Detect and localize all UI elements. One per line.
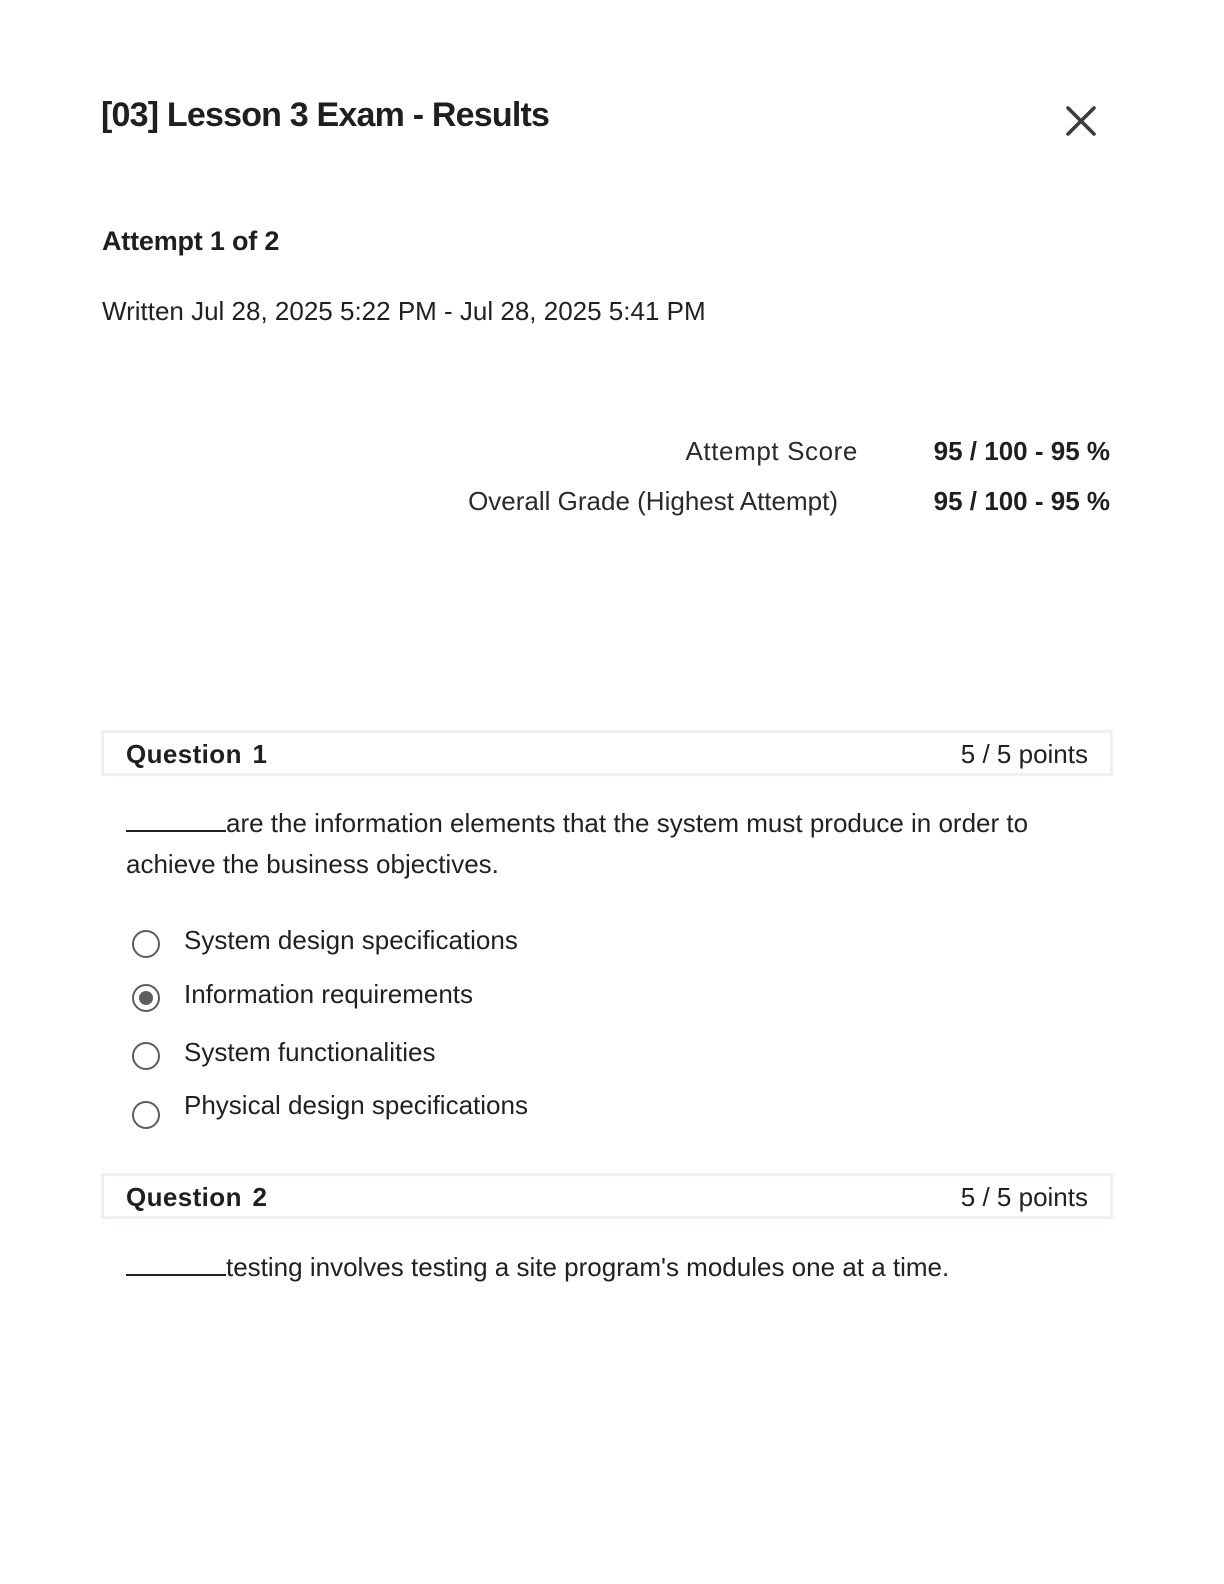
close-button[interactable] — [1058, 98, 1104, 144]
option-item[interactable] — [132, 976, 528, 1034]
radio-button[interactable] — [132, 1042, 160, 1070]
answer-blank — [126, 1252, 226, 1276]
question-1-title: Question 1 — [126, 739, 268, 769]
written-timestamp: Written Jul 28, 2025 5:22 PM - Jul 28, 2025 5:41 PM — [102, 296, 706, 326]
overall-grade-label: Overall Grade (Highest Attempt) — [468, 486, 838, 516]
question-1-options — [132, 922, 528, 1141]
question-1-points: 5 / 5 points — [960, 739, 1088, 769]
radio-button[interactable] — [132, 1101, 160, 1129]
radio-button[interactable] — [132, 930, 160, 958]
question-2-header — [101, 1173, 1113, 1219]
question-2-title: Question 2 — [126, 1182, 268, 1212]
option-label: Information requirements — [184, 979, 474, 1009]
option-item[interactable] — [132, 922, 528, 976]
question-2-points: 5 / 5 points — [960, 1182, 1088, 1212]
option-label: System design specifications — [184, 925, 518, 955]
answer-blank — [126, 808, 226, 832]
attempt-score-value: 95 / 100 - 95 % — [933, 436, 1110, 466]
option-label: System functionalities — [184, 1037, 436, 1067]
overall-grade-row — [468, 486, 1110, 517]
option-label: Physical design specifications — [184, 1090, 528, 1120]
question-1-text — [126, 803, 1096, 885]
close-icon — [1058, 98, 1104, 144]
attempt-heading: Attempt 1 of 2 — [102, 226, 280, 256]
question-1-header — [101, 730, 1113, 776]
question-2-text — [126, 1247, 1096, 1288]
question-1-prompt: are the information elements that the system must produce in order to achieve the business objectives. — [126, 808, 1029, 879]
option-item[interactable] — [132, 1087, 528, 1141]
radio-button-selected[interactable] — [132, 984, 160, 1012]
option-item[interactable] — [132, 1034, 528, 1087]
overall-grade-value: 95 / 100 - 95 % — [933, 486, 1110, 516]
question-2-prompt: testing involves testing a site program's modules one at a time. — [226, 1252, 950, 1282]
attempt-score-row — [685, 436, 1110, 467]
page-title: [03] Lesson 3 Exam - Results — [101, 96, 550, 134]
attempt-score-label: Attempt Score — [685, 436, 858, 466]
